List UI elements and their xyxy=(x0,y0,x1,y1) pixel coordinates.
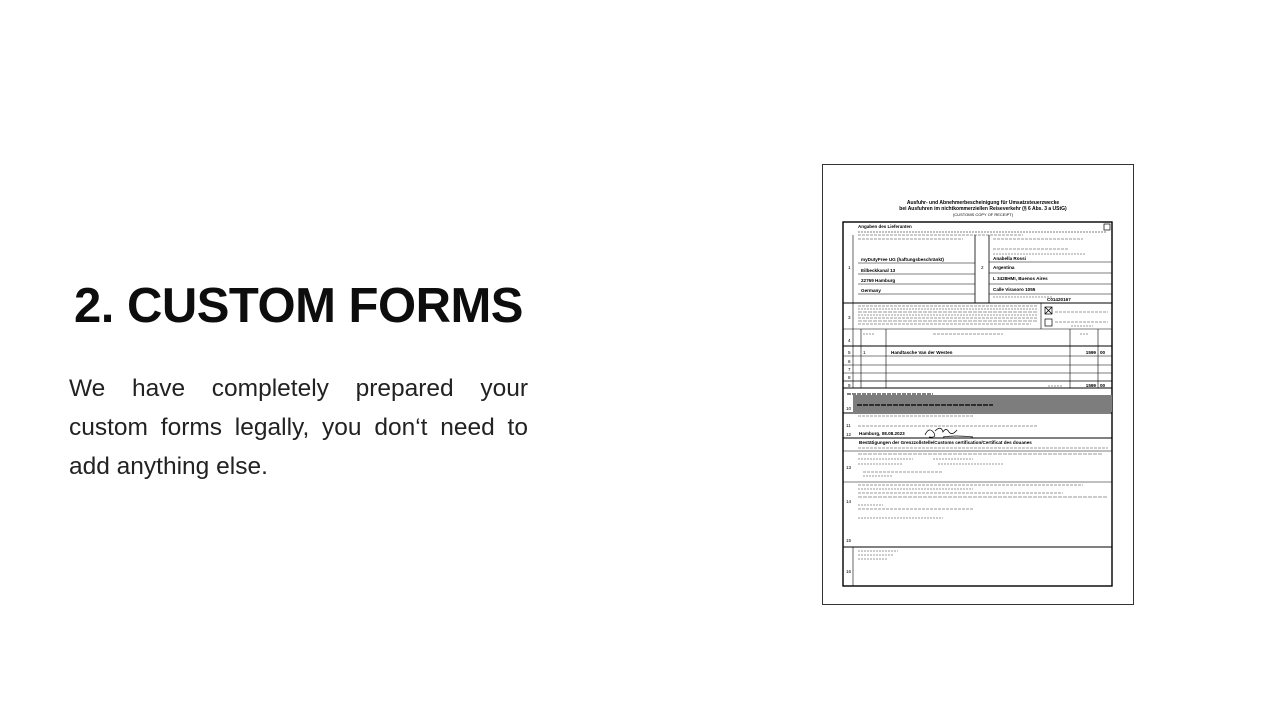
row-number: 7 xyxy=(848,367,851,372)
recipient-country: Argentina xyxy=(993,265,1015,270)
sender-city: 22769 Hamburg xyxy=(861,278,896,283)
customs-form-image xyxy=(822,164,1134,605)
form-header-line1: Ausfuhr- und Abnehmerbescheinigung für Umsatzsteuerzwecke xyxy=(906,200,1060,206)
sender-country: Germany xyxy=(861,288,881,293)
recipient-city: L 3428HMI, Buenos Aires xyxy=(993,276,1048,281)
place-and-date: Hamburg, 08.08.2023 xyxy=(859,431,905,436)
slide-title: 2. CUSTOM FORMS xyxy=(74,279,523,333)
slide-body-text: We have completely prepared your custom forms legally, you don‘t need to add anything else. xyxy=(69,375,528,480)
row-number: 9 xyxy=(848,383,851,388)
checkbox-empty xyxy=(1045,319,1052,326)
row-number: 8 xyxy=(848,375,851,380)
row-number: 11 xyxy=(846,423,851,428)
item-price: 1599 xyxy=(1085,350,1096,355)
sender-street: Eilbeckkanal 13 xyxy=(861,268,896,273)
recipient-street: Calle Virasoro 1055 xyxy=(993,287,1036,292)
passport-number: C01420167 xyxy=(1047,297,1071,302)
row-number: 1 xyxy=(848,265,851,270)
item-cents: 00 xyxy=(1100,350,1106,355)
form-header-line2: bei Ausfuhren im nichtkommerziellen Reiseverkehr (§ 6 Abs. 3 a UStG) xyxy=(899,206,1067,212)
form-box-top xyxy=(1104,224,1110,230)
customs-form-document xyxy=(823,165,1133,604)
recipient-name: Anabella Rossi xyxy=(993,256,1026,261)
row-number: 6 xyxy=(848,359,851,364)
signature-mark xyxy=(925,428,973,437)
total-price: 1599 xyxy=(1085,383,1096,388)
row-number: 12 xyxy=(846,432,852,437)
item-description: Handtasche Van der Westen xyxy=(891,350,953,355)
customs-certification-title: Bestätigungen der Grenzzollstelle/Customs certification/Certificat des douanes xyxy=(859,440,1032,445)
row-number: 4 xyxy=(848,338,851,343)
row-number: 14 xyxy=(846,499,852,504)
row-number: 2 xyxy=(981,265,984,270)
row-number: 16 xyxy=(846,569,852,574)
row-number: 10 xyxy=(846,406,852,411)
row-number: 15 xyxy=(846,538,852,543)
item-quantity: 1 xyxy=(863,350,866,355)
form-shaded-band xyxy=(853,395,1112,412)
form-header-line3: (CUSTOMS COPY OF RECEIPT) xyxy=(952,212,1014,217)
row-number: 13 xyxy=(846,465,852,470)
total-cents: 00 xyxy=(1100,383,1106,388)
row-number: 3 xyxy=(848,315,851,320)
sender-name: myDutyFree UG (haftungsbeschränkt) xyxy=(861,257,944,262)
form-section-title: Angaben des Lieferanten xyxy=(858,224,912,229)
row-number: 5 xyxy=(848,350,851,355)
